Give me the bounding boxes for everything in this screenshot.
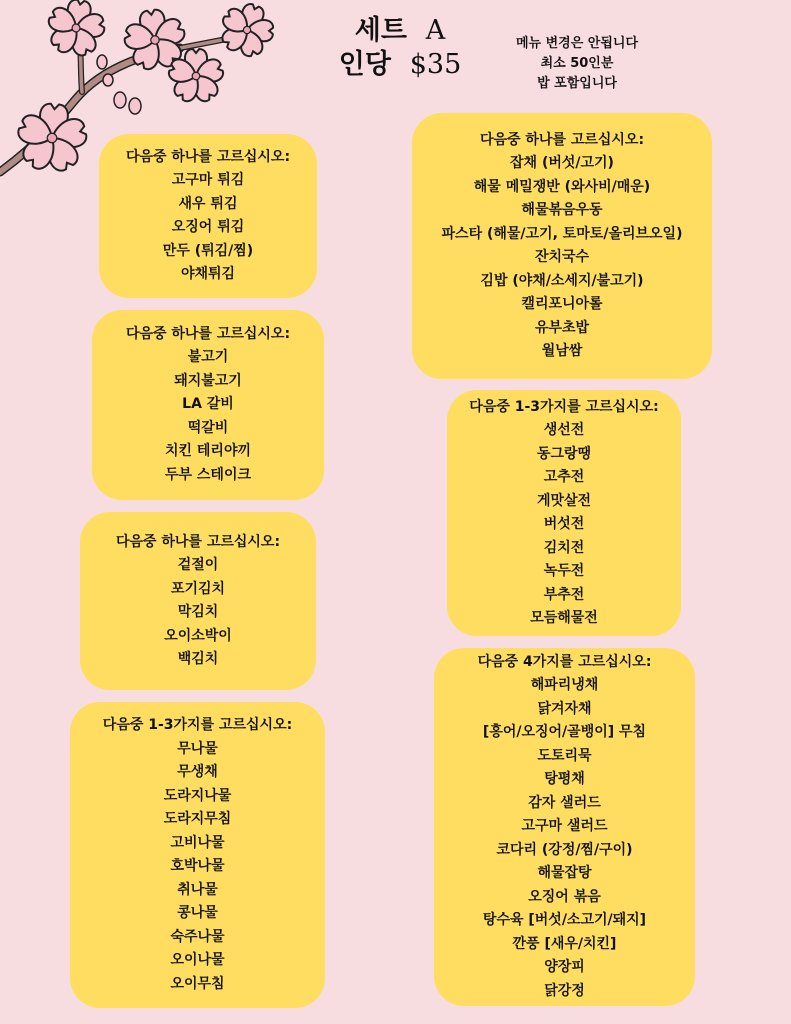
menu-item: 잡채 (버섯/고기) xyxy=(510,155,614,171)
menu-item: 콩나물 xyxy=(177,905,218,921)
menu-item: 백김치 xyxy=(177,651,219,667)
set-letter: A xyxy=(425,15,446,46)
blossom-icon xyxy=(211,0,282,65)
menu-item: 녹두전 xyxy=(543,563,585,579)
menu-item: 도라지무침 xyxy=(163,811,232,827)
blossom-icon xyxy=(12,101,91,177)
menu-item: 야채튀김 xyxy=(180,266,236,282)
price: $35 xyxy=(409,49,462,80)
menu-item: 게맛살전 xyxy=(536,492,592,509)
menu-item: 취나물 xyxy=(177,881,218,898)
menu-item: 김밥 (야채/소세지/불고기) xyxy=(480,272,644,289)
menu-item: 고구마 샐러드 xyxy=(521,818,608,835)
note-rice-included: 밥 포함입니다 xyxy=(537,76,617,91)
menu-item: [홍어/오징어/골뱅이] 무침 xyxy=(482,724,647,741)
per-person-label: 인당 xyxy=(338,49,391,80)
menu-item: 돼지불고기 xyxy=(174,372,242,389)
menu-item: 고구마 튀김 xyxy=(171,172,245,188)
kimchi-choice-box xyxy=(80,512,316,690)
menu-item: 오이소박이 xyxy=(164,627,232,644)
menu-item: 불고기 xyxy=(187,349,229,366)
menu-item: 해물볶음우동 xyxy=(521,202,603,218)
menu-item: 유부초밥 xyxy=(534,319,590,336)
box-heading: 다음중 하나를 고르십시오: xyxy=(125,148,291,165)
menu-item: 고비나물 xyxy=(170,834,225,851)
menu-item: 겉절이 xyxy=(177,557,219,573)
namul-choice-box xyxy=(70,702,325,1008)
menu-item: 닭강정 xyxy=(544,982,585,999)
menu-item: 막김치 xyxy=(177,604,219,620)
sides-choice-box xyxy=(434,648,695,1006)
jeon-choice-box xyxy=(447,390,681,636)
menu-item: 도토리묵 xyxy=(537,747,592,764)
menu-title xyxy=(330,14,470,82)
noodle-choice-box xyxy=(412,113,712,379)
menu-item: 닭겨자채 xyxy=(537,700,592,717)
menu-item: 캘리포니아롤 xyxy=(521,296,603,312)
menu-item: 무나물 xyxy=(177,740,218,757)
menu-item: 오이나물 xyxy=(170,952,225,968)
menu-item: 탕평채 xyxy=(544,771,585,788)
menu-item: 감자 샐러드 xyxy=(528,794,601,811)
menu-item: 오징어 튀김 xyxy=(171,219,245,235)
menu-item: 월남쌈 xyxy=(541,343,583,359)
menu-item: 포기김치 xyxy=(170,580,226,597)
menu-item: 무생채 xyxy=(177,764,218,780)
menu-item: 모듬해물전 xyxy=(530,610,598,626)
menu-item: 오징어 볶음 xyxy=(528,888,601,905)
menu-item: LA 갈비 xyxy=(182,396,234,413)
meat-choice-box xyxy=(92,310,324,500)
menu-notes xyxy=(492,34,662,94)
note-no-change: 메뉴 변경은 안됩니다 xyxy=(515,36,639,51)
menu-item: 양장피 xyxy=(544,959,585,976)
menu-item: 버섯전 xyxy=(543,516,585,532)
fried-choice-box xyxy=(99,134,317,298)
menu-item: 코다리 (강정/찜/구이) xyxy=(496,841,633,858)
menu-item: 잔치국수 xyxy=(534,249,590,265)
menu-item: 호박나물 xyxy=(170,858,225,874)
menu-item: 부추전 xyxy=(543,586,585,603)
menu-item: 생선전 xyxy=(543,422,585,438)
box-heading: 다음중 하나를 고르십시오: xyxy=(479,131,645,148)
menu-item: 탕수육 [버섯/소고기/돼지] xyxy=(482,912,647,929)
note-minimum: 최소 50인분 xyxy=(540,56,614,71)
menu-item: 동그랑땡 xyxy=(536,445,592,462)
box-heading: 다음중 하나를 고르십시오: xyxy=(115,533,281,550)
menu-item: 해물 메밀쟁반 (와사비/매운) xyxy=(473,178,651,195)
menu-item: 깐풍 [새우/치킨] xyxy=(512,935,617,952)
menu-item: 오이무침 xyxy=(170,975,225,992)
menu-item: 해물잡탕 xyxy=(537,865,592,882)
set-label: 세트 xyxy=(354,15,407,46)
box-heading: 다음중 하나를 고르십시오: xyxy=(125,325,291,342)
menu-item: 김치전 xyxy=(543,539,585,556)
box-heading: 다음중 1-3가지를 고르십시오: xyxy=(102,717,293,733)
menu-item: 두부 스테이크 xyxy=(164,466,252,483)
blossom-icon xyxy=(41,0,110,62)
menu-item: 새우 튀김 xyxy=(178,195,238,212)
menu-item: 숙주나물 xyxy=(170,928,225,945)
menu-item: 고추전 xyxy=(543,469,585,485)
menu-item: 파스타 (해물/고기, 토마토/올리브오일) xyxy=(441,225,683,242)
menu-item: 만두 (튀김/찜) xyxy=(162,242,254,259)
box-heading: 다음중 1-3가지를 고르십시오: xyxy=(469,398,659,415)
menu-item: 떡갈비 xyxy=(187,419,229,436)
menu-item: 치킨 테리야끼 xyxy=(164,443,252,460)
menu-item: 도라지나물 xyxy=(163,787,232,804)
menu-item: 해파리냉채 xyxy=(530,677,599,694)
box-heading: 다음중 4가지를 고르십시오: xyxy=(477,653,652,670)
